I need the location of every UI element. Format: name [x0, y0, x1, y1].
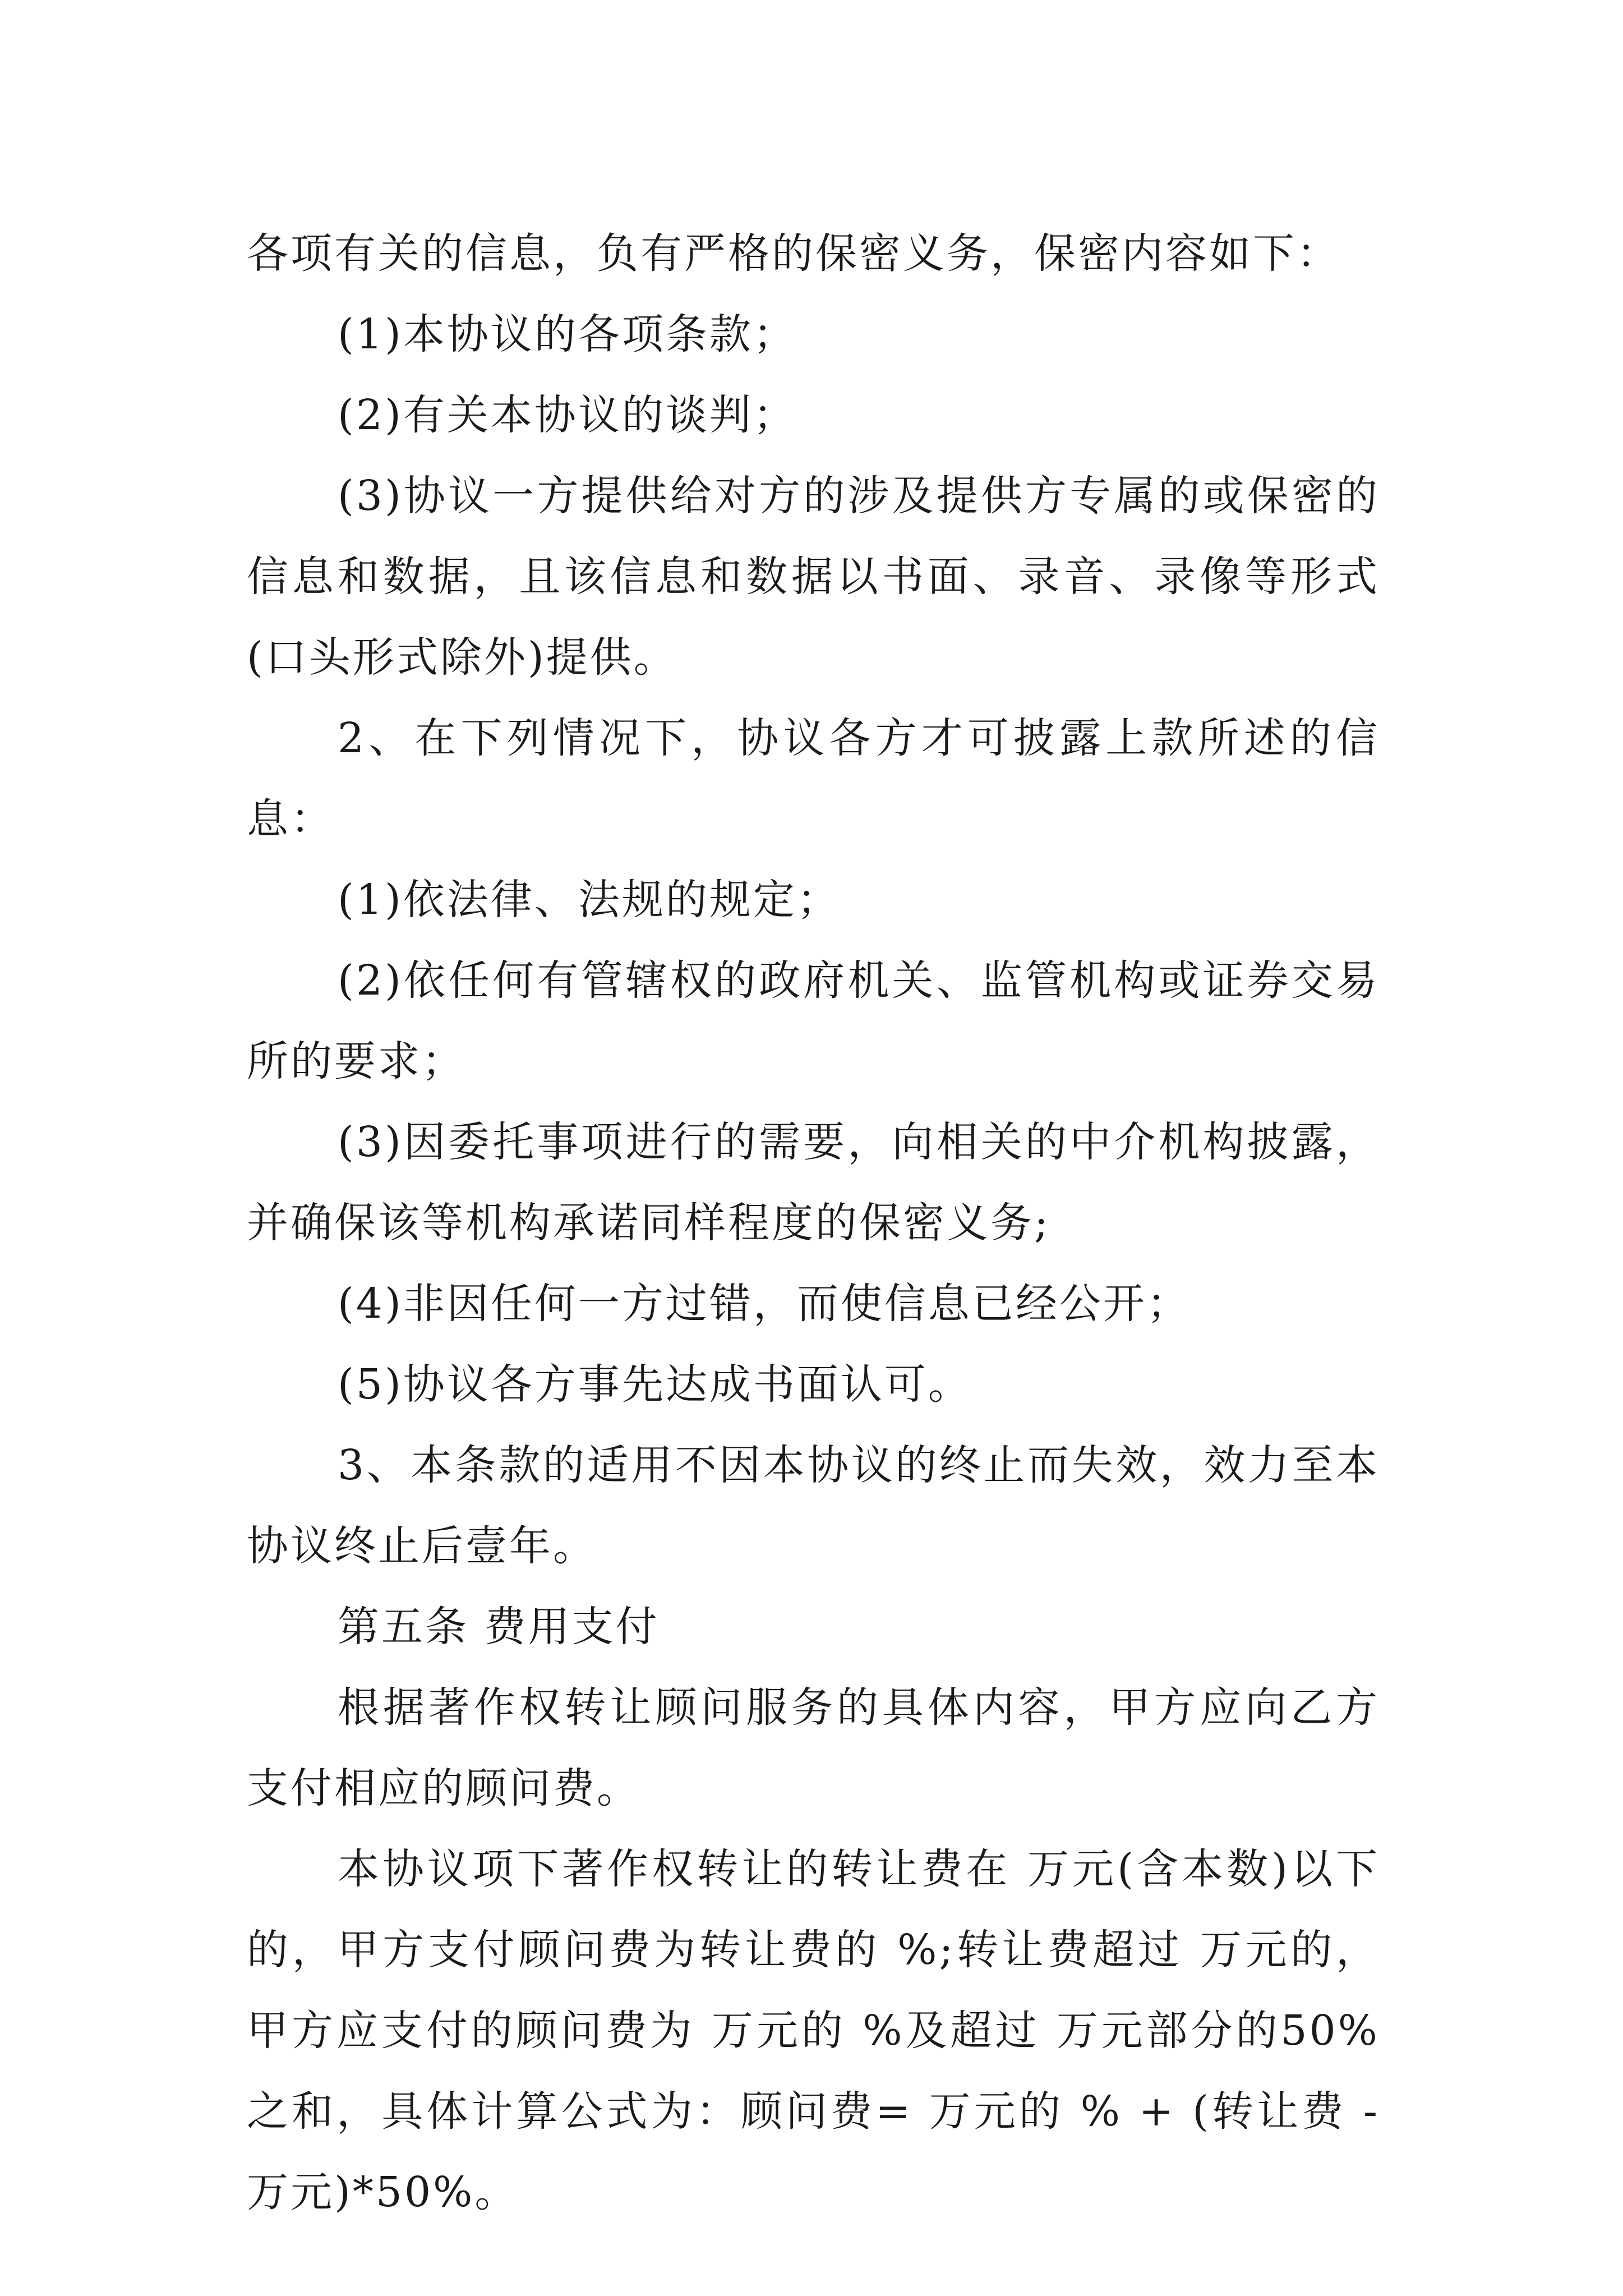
paragraph-disclosure-item-5: (5)协议各方事先达成书面认可。: [338, 1360, 972, 1409]
document-body: [247, 213, 1380, 2233]
paragraph-item-3-proprietary-info: (3)协议一方提供给对方的涉及提供方专属的或保密的信息和数据，且该信息和数据以书面、录音、录像等形式(口头形式除外)提供。: [247, 472, 1380, 682]
paragraph-fee-calculation: 本协议项下著作权转让的转让费在 万元(含本数)以下的，甲方支付顾问费为转让费的 %;转让费超过 万元的，甲方应支付的顾问费为 万元的 %及超过 万元部分的50%之和，具体计算公式为：顾问费= 万元的 % + (转让费 - 万元)*50%。: [247, 1845, 1380, 2216]
paragraph-confidential-intro: 各项有关的信息，负有严格的保密义务，保密内容如下：: [247, 229, 1340, 278]
paragraph-clause-3-validity: 3、本条款的适用不因本协议的终止而失效，效力至本协议终止后壹年。: [247, 1441, 1380, 1570]
paragraph-disclosure-item-4: (4)非因任何一方过错，而使信息已经公开；: [338, 1280, 1191, 1328]
section-heading-article-5: 第五条 费用支付: [338, 1603, 660, 1651]
paragraph-disclosure-item-2: (2)依任何有管辖权的政府机关、监管机构或证券交易所的要求；: [247, 956, 1380, 1085]
paragraph-fee-basis: 根据著作权转让顾问服务的具体内容，甲方应向乙方支付相应的顾问费。: [247, 1683, 1380, 1812]
paragraph-item-2-negotiation: (2)有关本协议的谈判；: [338, 391, 797, 439]
paragraph-disclosure-item-1: (1)依法律、法规的规定；: [338, 876, 841, 924]
paragraph-item-1-terms: (1)本协议的各项条款；: [338, 310, 797, 358]
paragraph-clause-2-disclosure: 2、在下列情况下，协议各方才可披露上款所述的信息：: [247, 714, 1380, 843]
paragraph-disclosure-item-3: (3)因委托事项进行的需要，向相关的中介机构披露，并确保该等机构承诺同样程度的保密义务;: [247, 1118, 1380, 1247]
